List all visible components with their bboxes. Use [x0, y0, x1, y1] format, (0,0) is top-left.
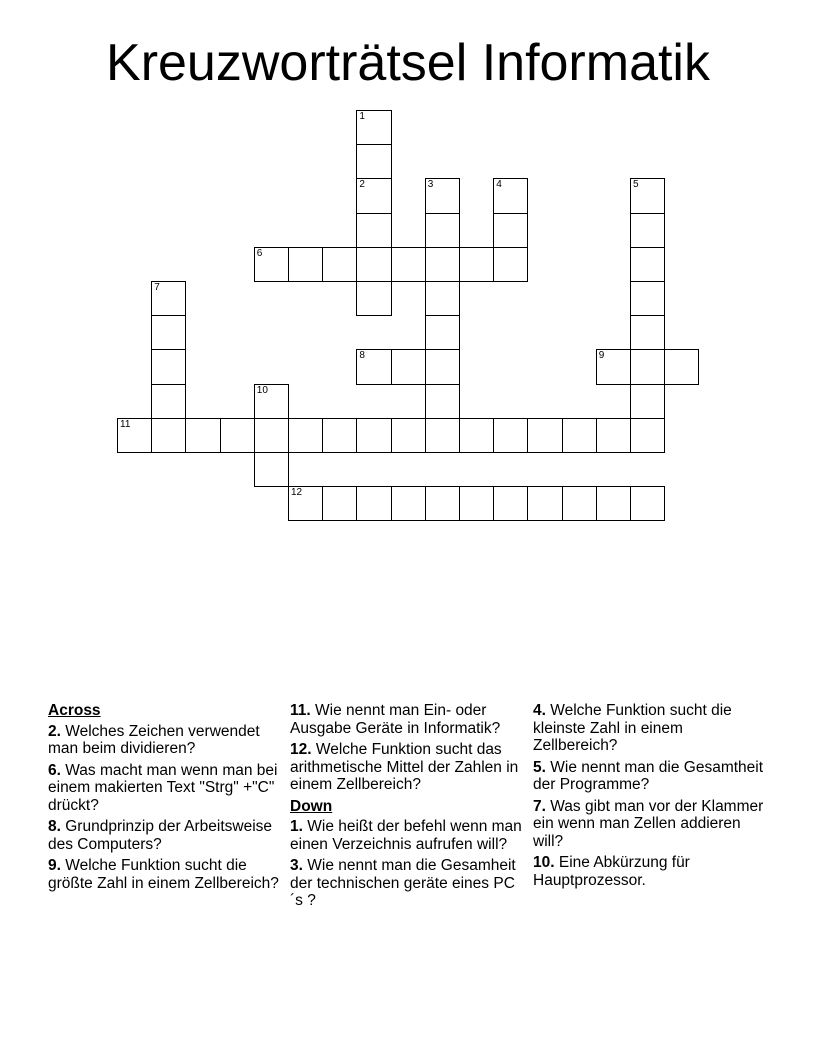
clue-number: 6.	[48, 761, 61, 779]
grid-cell[interactable]	[254, 418, 289, 453]
grid-cell-5[interactable]	[630, 178, 665, 213]
grid-cell-6[interactable]	[254, 247, 289, 282]
grid-cell[interactable]	[596, 418, 631, 453]
cell-number: 9	[598, 350, 605, 362]
clue-column-3	[533, 702, 768, 893]
clue-across-11	[290, 702, 525, 737]
grid-cell-11[interactable]	[117, 418, 152, 453]
grid-cell[interactable]	[527, 486, 562, 521]
grid-cell[interactable]	[322, 486, 357, 521]
clue-number: 10.	[533, 854, 555, 871]
cell-number: 2	[359, 179, 365, 191]
cell-number: 5	[633, 179, 639, 191]
grid-cell-3[interactable]	[425, 178, 460, 213]
grid-cell-9[interactable]	[596, 349, 631, 384]
grid-cell-4[interactable]	[493, 178, 528, 213]
grid-cell[interactable]	[493, 247, 528, 282]
clue-text: Welche Funktion sucht die kleinste Zahl in einem Zellbereich?	[533, 702, 732, 754]
grid-cell[interactable]	[322, 247, 357, 282]
grid-cell[interactable]	[596, 486, 631, 521]
clue-text: Was gibt man vor der Klammer ein wenn man Zellen addieren will?	[533, 797, 764, 850]
cell-number: 1	[359, 111, 365, 122]
clue-down-1	[290, 818, 525, 853]
grid-cell[interactable]	[493, 213, 528, 248]
clue-text: Grundprinzip der Arbeitsweise des Computers?	[48, 818, 273, 853]
clue-number: 1.	[290, 818, 303, 835]
grid-cell[interactable]	[391, 486, 426, 521]
grid-cell[interactable]	[356, 281, 391, 316]
grid-cell[interactable]	[425, 349, 460, 384]
down-heading: Down	[290, 797, 333, 815]
grid-cell[interactable]	[391, 418, 426, 453]
grid-cell[interactable]	[151, 349, 186, 384]
clue-number: 11.	[290, 702, 311, 719]
grid-cell[interactable]	[630, 384, 665, 419]
clue-number: 12.	[290, 741, 312, 758]
clue-number: 8.	[48, 818, 61, 835]
grid-cell[interactable]	[356, 247, 391, 282]
across-heading: Across	[48, 702, 101, 719]
cell-number: 7	[154, 282, 160, 293]
clue-column-1	[48, 702, 283, 896]
cell-number: 11	[120, 418, 131, 430]
grid-cell-12[interactable]	[288, 486, 323, 521]
grid-cell-7[interactable]	[151, 281, 186, 316]
grid-cell[interactable]	[630, 315, 665, 350]
grid-cell[interactable]	[151, 418, 186, 453]
grid-cell[interactable]	[151, 384, 186, 419]
clue-down-5	[533, 759, 768, 794]
clue-number: 9.	[48, 857, 61, 874]
grid-cell-8[interactable]	[356, 349, 391, 384]
grid-cell[interactable]	[391, 349, 426, 384]
clue-text: Welche Funktion sucht die größte Zahl in einem Zellbereich?	[48, 857, 279, 892]
grid-cell[interactable]	[630, 281, 665, 316]
clue-down-10	[533, 854, 768, 889]
grid-cell[interactable]	[630, 418, 665, 453]
grid-cell[interactable]	[459, 418, 494, 453]
grid-cell[interactable]	[630, 247, 665, 282]
grid-cell[interactable]	[459, 486, 494, 521]
grid-cell[interactable]	[288, 247, 323, 282]
clue-text: Welche Funktion sucht das arithmetische Mittel der Zahlen in einem Zellbereich?	[290, 741, 519, 793]
clue-text: Eine Abkürzung für Hauptprozessor.	[533, 854, 690, 889]
grid-cell[interactable]	[630, 486, 665, 521]
clue-down-3	[290, 857, 525, 910]
clue-number: 2.	[48, 722, 61, 740]
clue-down-4	[533, 702, 768, 755]
grid-cell[interactable]	[220, 418, 255, 453]
clue-across-6	[48, 762, 283, 815]
clue-across-2	[48, 723, 283, 758]
clue-text: Wie nennt man die Gesamheit der technischen geräte eines PC´s ?	[290, 857, 516, 909]
grid-cell[interactable]	[493, 486, 528, 521]
grid-cell[interactable]	[425, 247, 460, 282]
grid-cell[interactable]	[630, 349, 665, 384]
grid-cell[interactable]	[425, 486, 460, 521]
clue-text: Was macht man wenn man bei einem makierten Text "Strg" +"C" drückt?	[48, 761, 278, 814]
grid-cell-10[interactable]	[254, 384, 289, 419]
cell-number: 10	[256, 384, 268, 396]
grid-cell[interactable]	[425, 384, 460, 419]
clue-number: 3.	[290, 857, 303, 874]
cell-number: 4	[496, 179, 502, 191]
grid-cell[interactable]	[630, 213, 665, 248]
grid-cell[interactable]	[459, 247, 494, 282]
grid-cell[interactable]	[664, 349, 699, 384]
cell-number: 3	[427, 179, 434, 191]
cell-number: 12	[291, 487, 303, 499]
grid-cell[interactable]	[562, 418, 597, 453]
clue-down-7	[533, 798, 768, 851]
clue-text: Wie heißt der befehl wenn man einen Verzeichnis aufrufen will?	[290, 818, 522, 853]
grid-cell[interactable]	[356, 213, 391, 248]
grid-cell[interactable]	[356, 486, 391, 521]
clue-across-9	[48, 857, 283, 892]
clue-across-8	[48, 818, 283, 853]
grid-cell[interactable]	[425, 281, 460, 316]
grid-cell-2[interactable]	[356, 178, 391, 213]
clue-across-12	[290, 741, 525, 794]
grid-cell[interactable]	[562, 486, 597, 521]
grid-cell[interactable]	[391, 247, 426, 282]
grid-cell[interactable]	[527, 418, 562, 453]
grid-cell[interactable]	[356, 418, 391, 453]
grid-cell[interactable]	[322, 418, 357, 453]
grid-cell-1[interactable]	[356, 110, 391, 145]
grid-cell[interactable]	[254, 452, 289, 487]
grid-cell[interactable]	[288, 418, 323, 453]
grid-cell[interactable]	[425, 213, 460, 248]
cell-number: 8	[359, 350, 365, 362]
clue-number: 7.	[533, 797, 546, 815]
grid-cell[interactable]	[425, 315, 460, 350]
grid-cell[interactable]	[356, 144, 391, 179]
clue-text: Wie nennt man die Gesamtheit der Programme?	[533, 758, 764, 793]
clue-number: 4.	[533, 702, 546, 719]
grid-cell[interactable]	[425, 418, 460, 453]
grid-cell[interactable]	[493, 418, 528, 453]
clue-text: Welches Zeichen verwendet man beim dividieren?	[48, 722, 260, 757]
clue-column-2	[290, 702, 525, 914]
clue-text: Wie nennt man Ein- oder Ausgabe Geräte in Informatik?	[290, 702, 501, 737]
page-title: Kreuzworträtsel Informatik	[106, 34, 710, 92]
cell-number: 6	[256, 247, 263, 259]
grid-cell[interactable]	[151, 315, 186, 350]
clue-number: 5.	[533, 758, 546, 776]
grid-cell[interactable]	[185, 418, 220, 453]
